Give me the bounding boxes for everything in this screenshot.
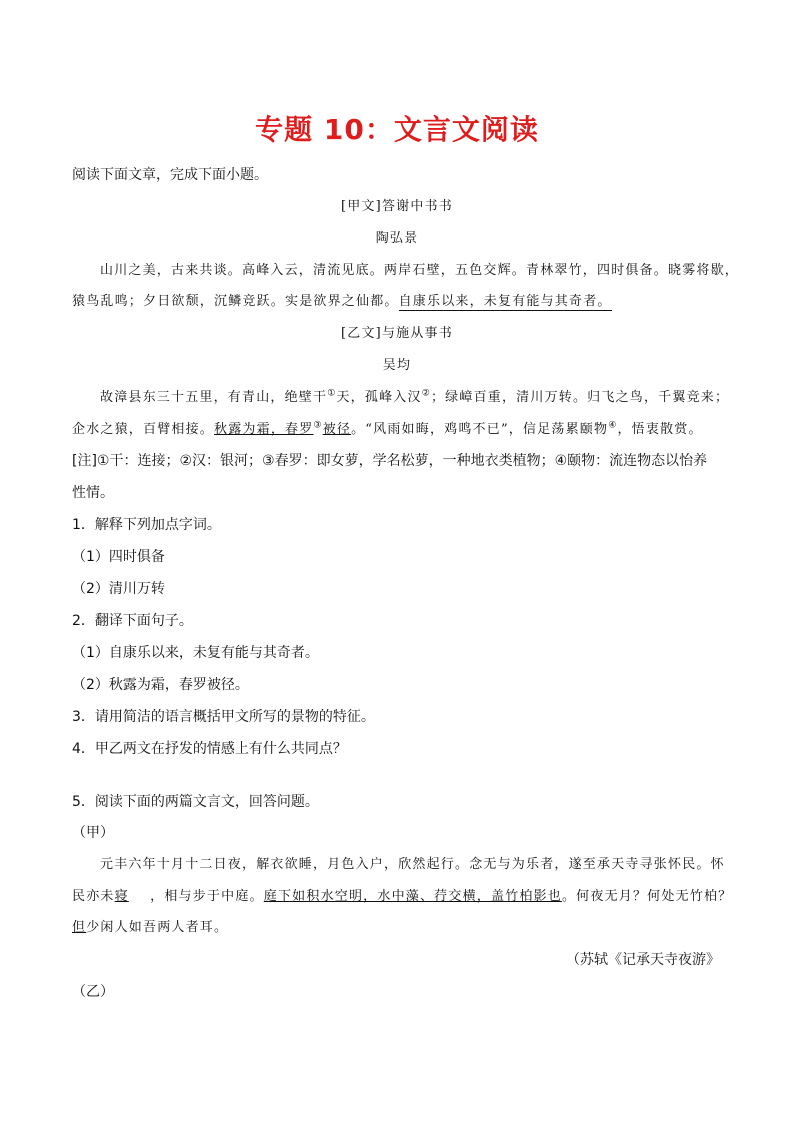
- q5-underlined-sentence: 庭下如积水空明，水中藻、荇交横，盖竹柏影也: [263, 889, 562, 904]
- question-5-yi-label: （乙）: [72, 984, 114, 1000]
- footnote-mark: ③: [313, 420, 323, 431]
- footnote-mark: ②: [421, 388, 431, 399]
- q5-text: 民亦未: [72, 889, 115, 904]
- q5-underlined-word: 但: [72, 920, 87, 935]
- yi-text: 故漳县东三十五里，有青山，绝壁干: [100, 390, 328, 405]
- q5-text: 少闲人如吾两人者耳。: [86, 920, 229, 935]
- yi-text: 。“风雨如晦，鸡鸣不已”，信足荡累颐物: [351, 422, 609, 437]
- yi-underlined-phrase: 秋露为霜，春罗: [214, 422, 314, 437]
- q5-text: 。何夜无月？何处无竹柏？: [561, 889, 733, 904]
- yi-text: ，悟衷散赏。: [617, 422, 703, 437]
- question-1-item-1: （1）四时俱备: [72, 549, 165, 565]
- yi-heading: [乙文]与施从事书: [341, 326, 453, 341]
- footnote-mark: ①: [327, 388, 337, 399]
- yi-text: ；绿嶂百重，清川万转。归飞之鸟，千翼竞来；: [430, 390, 730, 405]
- yi-underlined-phrase: 被径: [322, 422, 352, 437]
- footnote-mark: ④: [608, 420, 618, 431]
- question-4: 4．甲乙两文在抒发的情感上有什么共同点？: [72, 741, 347, 757]
- q5-source: （苏轼《记承天寺夜游》: [566, 952, 720, 968]
- q5-passage-line-2: [72, 887, 732, 907]
- yi-paragraph-line-2: [72, 420, 703, 440]
- q5-passage-line-1: 元丰六年十月十二日夜，解衣欲睡，月色入户，欣然起行。念无与为乐者，遂至承天寺寻张怀民。怀: [100, 857, 725, 872]
- q5-text: ，相与步于中庭。: [150, 889, 264, 904]
- yi-text: 天，孤峰入汉: [336, 390, 422, 405]
- question-2-item-2: （2）秋露为霜，春罗被径。: [72, 677, 249, 693]
- question-1-item-2: （2）清川万转: [72, 581, 165, 597]
- note-line-2: 性情。: [72, 485, 114, 501]
- question-2-item-1: （1）自康乐以来，未复有能与其奇者。: [72, 645, 319, 661]
- jia-author: 陶弘景: [375, 231, 419, 246]
- intro-text: 阅读下面文章，完成下面小题。: [72, 167, 268, 183]
- jia-underlined-sentence: 自康乐以来，未复有能与其奇者。: [398, 294, 612, 309]
- q5-underlined-word: 寝: [114, 889, 129, 904]
- yi-author: 吴均: [382, 358, 412, 373]
- question-3: 3．请用简洁的语言概括甲文所写的景物的特征。: [72, 709, 375, 725]
- question-5-jia-label: （甲）: [72, 825, 114, 841]
- jia-paragraph-line-2: [72, 292, 612, 312]
- yi-text: 企水之猿，百臂相接。: [72, 422, 215, 437]
- question-2: 2．翻译下面句子。: [72, 613, 193, 629]
- yi-paragraph-line-1: [100, 388, 729, 408]
- jia-heading: [甲文]答谢中书书: [341, 199, 453, 214]
- page-title: 专题 10：文言文阅读: [255, 113, 539, 146]
- jia-text: 猿鸟乱鸣；夕日欲颓，沉鳞竞跃。实是欲界之仙都。: [72, 294, 399, 309]
- q5-passage-line-3: [72, 918, 228, 938]
- question-5: 5．阅读下面的两篇文言文，回答问题。: [72, 794, 319, 810]
- question-1: 1．解释下列加点字词。: [72, 517, 221, 533]
- jia-paragraph-line-1: 山川之美，古来共谈。高峰入云，清流见底。两岸石壁，五色交辉。青林翠竹，四时俱备。晓雾将歇，: [100, 263, 740, 278]
- note-line-1: [注]①干：连接；②汉：银河；③春罗：即女萝，学名松萝，一种地衣类植物；④颐物：流连物态以怡养: [72, 453, 708, 469]
